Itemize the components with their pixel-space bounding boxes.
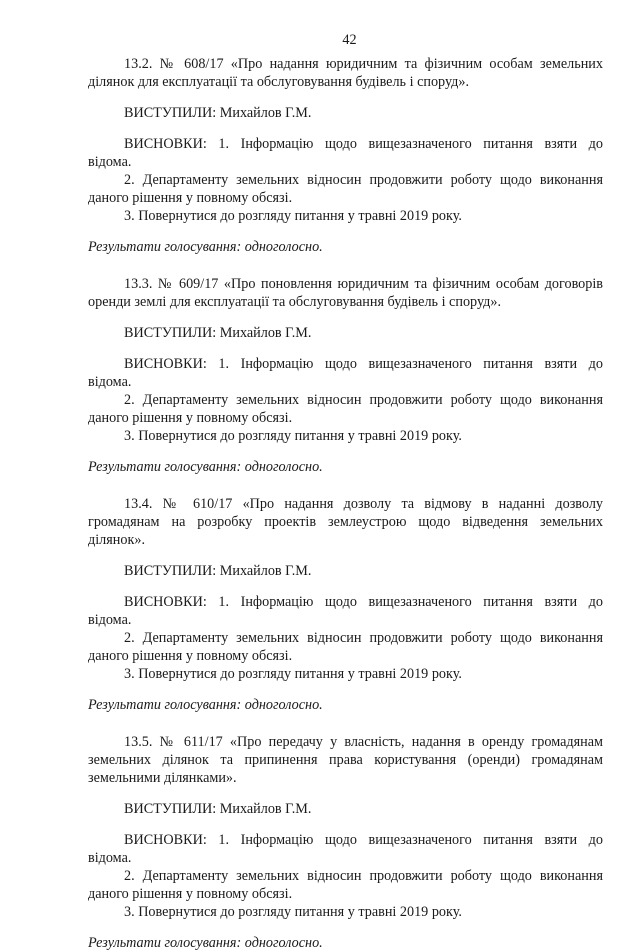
conclusion-2: 2. Департаменту земельних відносин продовжити роботу щодо виконання даного рішення у повному обсязі. <box>88 392 603 426</box>
conclusion-2: 2. Департаменту земельних відносин продовжити роботу щодо виконання даного рішення у повному обсязі. <box>88 172 603 206</box>
voting-result: Результати голосування: одноголосно. <box>88 459 323 475</box>
conclusion-1: ВИСНОВКИ: 1. Інформацію щодо вищезазначеного питання взяти до відома. <box>88 594 603 628</box>
section-gap <box>88 714 603 733</box>
speakers-line: ВИСТУПИЛИ: Михайлов Г.М. <box>124 325 312 341</box>
section-gap <box>88 256 603 275</box>
item-title: 13.2. № 608/17 «Про надання юридичним та фізичним особам земельних ділянок для експлуатації та обслуговування будівель і споруд». <box>88 56 603 90</box>
agenda-item-13-4 <box>88 495 603 714</box>
conclusion-3: 3. Повернутися до розгляду питання у травні 2019 року. <box>124 208 462 224</box>
conclusion-3: 3. Повернутися до розгляду питання у травні 2019 року. <box>124 904 462 920</box>
page-number: 42 <box>342 32 357 48</box>
item-title: 13.3. № 609/17 «Про поновлення юридичним та фізичним особам договорів оренди землі для експлуатації та обслуговування будівель і споруд». <box>88 276 603 310</box>
conclusions <box>88 135 603 225</box>
item-title: 13.4. № 610/17 «Про надання дозволу та відмову в наданні дозволу громадянам на розробку проектів землеустрою щодо відведення земельних ділянок». <box>88 496 603 548</box>
conclusions <box>88 831 603 921</box>
conclusions <box>88 593 603 683</box>
speakers-line: ВИСТУПИЛИ: Михайлов Г.М. <box>124 801 312 817</box>
item-title: 13.5. № 611/17 «Про передачу у власність, надання в оренду громадянам земельних ділянок та припинення права користування (оренди) громадянам земельними ділянками». <box>88 734 603 786</box>
conclusion-3: 3. Повернутися до розгляду питання у травні 2019 року. <box>124 428 462 444</box>
voting-result: Результати голосування: одноголосно. <box>88 935 323 951</box>
section-gap <box>88 476 603 495</box>
voting-result: Результати голосування: одноголосно. <box>88 239 323 255</box>
agenda-item-13-3 <box>88 275 603 476</box>
conclusion-2: 2. Департаменту земельних відносин продовжити роботу щодо виконання даного рішення у повному обсязі. <box>88 630 603 664</box>
conclusion-3: 3. Повернутися до розгляду питання у травні 2019 року. <box>124 666 462 682</box>
voting-result: Результати голосування: одноголосно. <box>88 697 323 713</box>
agenda-item-13-2 <box>88 55 603 256</box>
conclusion-1: ВИСНОВКИ: 1. Інформацію щодо вищезазначеного питання взяти до відома. <box>88 136 603 170</box>
conclusion-1: ВИСНОВКИ: 1. Інформацію щодо вищезазначеного питання взяти до відома. <box>88 832 603 866</box>
conclusion-1: ВИСНОВКИ: 1. Інформацію щодо вищезазначеного питання взяти до відома. <box>88 356 603 390</box>
agenda-item-13-5 <box>88 733 603 952</box>
speakers-line: ВИСТУПИЛИ: Михайлов Г.М. <box>124 563 312 579</box>
speakers-line: ВИСТУПИЛИ: Михайлов Г.М. <box>124 105 312 121</box>
conclusion-2: 2. Департаменту земельних відносин продовжити роботу щодо виконання даного рішення у повному обсязі. <box>88 868 603 902</box>
conclusions <box>88 355 603 445</box>
